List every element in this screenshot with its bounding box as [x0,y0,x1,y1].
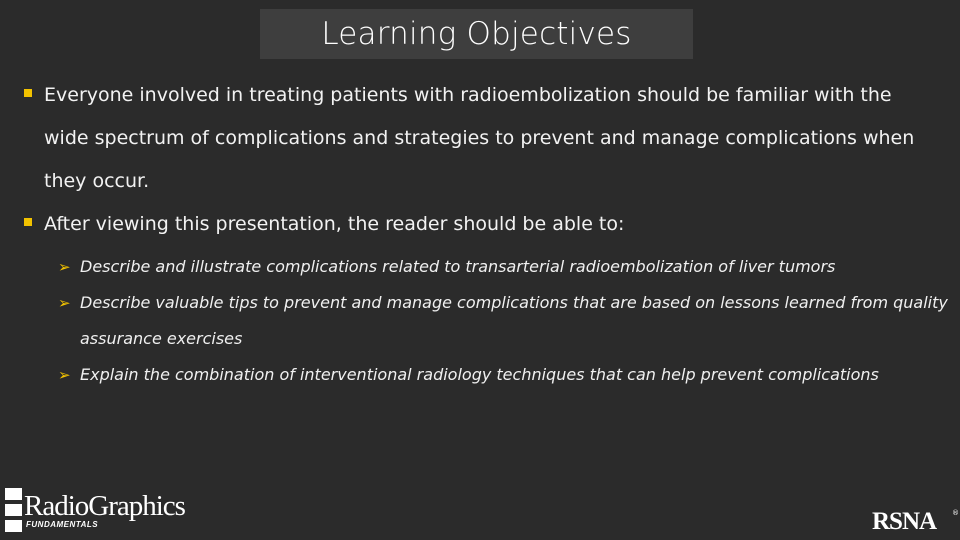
radiographics-logo-text: RadioGraphics [24,490,185,522]
bullet-item-2 [24,203,949,246]
registered-mark: ® [952,509,959,517]
bullet-list [24,74,949,393]
square-bullet-icon [24,89,32,97]
rsna-logo [872,508,959,536]
sub-bullet-item [24,285,949,321]
bullet-text-line: they occur. [44,170,150,192]
slide-title: Learning Objectives [321,16,632,52]
radiographics-logo [5,488,205,534]
bullet-item-1 [24,74,949,203]
bullet-text: After viewing this presentation, the reader should be able to: [44,213,625,235]
arrow-bullet-icon: ➢ [58,294,71,312]
square-bullet-icon [24,218,32,226]
arrow-bullet-icon: ➢ [58,258,71,276]
rsna-logo-text: RSNA [872,508,937,535]
radiographics-logo-subtitle: FUNDAMENTALS [26,520,99,529]
sub-bullet-list [24,249,949,393]
sub-bullet-text: Explain the combination of interventional radiology techniques that can help prevent complications [80,365,879,384]
sub-bullet-item [24,357,949,393]
sub-bullet-item [24,249,949,285]
sub-bullet-text: Describe and illustrate complications related to transarterial radioembolization of liver tumors [80,257,836,276]
title-box [260,9,693,59]
bullet-text-line: wide spectrum of complications and strategies to prevent and manage complications when [44,127,915,149]
bullet-text-line: Everyone involved in treating patients with radioembolization should be familiar with the [44,84,892,106]
sub-bullet-text: assurance exercises [80,329,243,348]
radiographics-mark-icon [5,488,22,534]
sub-bullet-text: Describe valuable tips to prevent and manage complications that are based on lessons learned from quality [80,293,948,312]
sub-bullet-continuation [24,321,949,357]
arrow-bullet-icon: ➢ [58,366,71,384]
